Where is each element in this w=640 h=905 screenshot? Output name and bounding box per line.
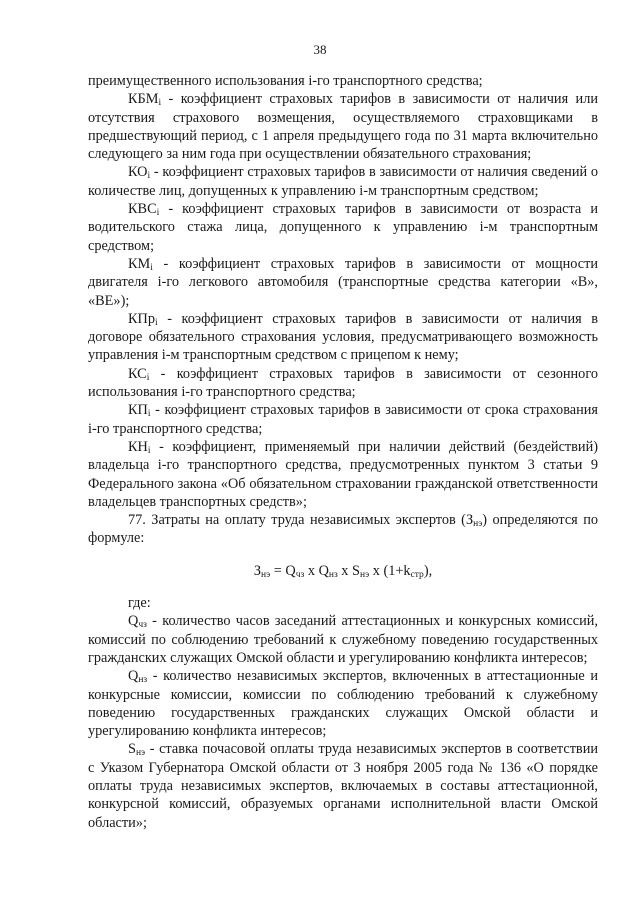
definition-text: - коэффициент страховых тарифов в зависимости от сезонного использования i-го транспортного средства; bbox=[88, 365, 598, 401]
definition-text: - количество независимых экспертов, включенных в аттестационные и конкурсные комиссии, комиссии по соблюдению требований к служебному поведению государственных гражданских служащих Омской области и урегулированию конфликта интересов; bbox=[88, 668, 598, 740]
definition-ks bbox=[88, 365, 598, 402]
definition-text: - коэффициент страховых тарифов в зависимости от возраста и водительского стажа лица, допущенного к управлению i-м транспортным средством; bbox=[88, 201, 598, 254]
symbol: КПр bbox=[128, 310, 156, 327]
paragraph-text: преимущественного использования i-го транспортного средства; bbox=[88, 73, 483, 89]
formula-subscript: чз bbox=[295, 569, 305, 580]
definition-ko bbox=[88, 163, 598, 200]
item-text: ) определяются по формуле: bbox=[88, 512, 598, 547]
symbol: КВС bbox=[128, 201, 157, 218]
page-number: 38 bbox=[313, 42, 327, 57]
definition-text: - коэффициент страховых тарифов в зависимости от мощности двигателя i-го легкового автомобиля (транспортные средства категории «В», «ВЕ»); bbox=[88, 255, 598, 309]
definition-sne bbox=[88, 740, 598, 831]
symbol-subscript: чз bbox=[138, 620, 147, 631]
document-body bbox=[88, 72, 598, 832]
definition-text: - коэффициент страховых тарифов в зависимости от наличия или отсутствия страхового возмещения, осуществляемого страховщиками в предшествующий период, с 1 апреля предыдущего года по 31 марта включительно следующего за ним года при осуществлении обязательного страхования; bbox=[88, 91, 598, 163]
symbol-subscript: i bbox=[147, 171, 151, 182]
where-label bbox=[88, 594, 598, 612]
symbol-subscript: i bbox=[158, 98, 162, 109]
symbol: Q bbox=[128, 668, 139, 685]
symbol: КН bbox=[128, 438, 148, 455]
definition-kn bbox=[88, 438, 598, 511]
symbol: Q bbox=[128, 613, 139, 630]
definition-kp bbox=[88, 401, 598, 438]
symbol-subscript: i bbox=[146, 372, 150, 383]
definition-text: - коэффициент страховых тарифов в зависимости от наличия в договоре обязательного страхования условия, предусматривающего возможность управления i-м транспортным средством с прицепом к нему; bbox=[88, 310, 598, 364]
symbol: КС bbox=[128, 365, 147, 382]
symbol: КБМ bbox=[128, 91, 159, 108]
symbol: S bbox=[128, 741, 136, 758]
formula-subscript: стр bbox=[410, 569, 424, 580]
definition-text: - коэффициент, применяемый при наличии действий (бездействий) владельца i-го транспортного средства, предусмотренных пунктом 3 статьи 9 Федерального закона «Об обязательном страховании гражданской ответственности владельцев транспортных средств»; bbox=[88, 438, 598, 510]
definition-kvs bbox=[88, 200, 598, 255]
symbol: КО bbox=[128, 164, 148, 181]
symbol-subscript: нз bbox=[138, 675, 148, 686]
formula-part: З bbox=[253, 562, 262, 579]
formula-part: = Q bbox=[270, 562, 296, 579]
symbol-subscript: нэ bbox=[135, 748, 146, 759]
symbol-subscript: i bbox=[156, 208, 160, 219]
symbol-subscript: i bbox=[150, 262, 153, 273]
definition-kbm bbox=[88, 90, 598, 163]
formula-part: x Q bbox=[304, 562, 329, 579]
item-77 bbox=[88, 511, 598, 548]
symbol: КП bbox=[128, 402, 148, 419]
definition-km bbox=[88, 255, 598, 310]
formula-subscript: нэ bbox=[359, 569, 370, 580]
definition-kpr bbox=[88, 310, 598, 365]
formula-part: ), bbox=[423, 562, 433, 579]
definition-qchz bbox=[88, 612, 598, 667]
symbol: КМ bbox=[128, 255, 151, 272]
symbol-subscript: нэ bbox=[473, 519, 483, 530]
definition-text: - коэффициент страховых тарифов в зависимости от срока страхования i-го транспортного средства; bbox=[88, 402, 598, 437]
symbol-subscript: i bbox=[147, 409, 151, 420]
formula-part: x (1+k bbox=[369, 562, 411, 579]
paragraph-continuation bbox=[88, 72, 598, 90]
formula-subscript: нэ bbox=[261, 569, 271, 580]
definition-text: - коэффициент страховых тарифов в зависимости от наличия сведений о количестве лиц, допущенных к управлению i-м транспортным средством; bbox=[88, 164, 598, 199]
definition-qnz bbox=[88, 667, 598, 740]
symbol-subscript: i bbox=[147, 445, 151, 456]
formula-part: x S bbox=[337, 562, 360, 579]
symbol-subscript: i bbox=[155, 317, 158, 328]
where-text: где: bbox=[128, 595, 151, 612]
formula bbox=[88, 562, 598, 580]
item-text: 77. Затраты на оплату труда независимых экспертов (З bbox=[128, 512, 474, 529]
definition-text: - ставка почасовой оплаты труда независимых экспертов в соответствии с Указом Губернатора Омской области от 3 ноября 2005 года № 136 «О порядке оплаты труда независимых экспертов, включаемых в составы аттестационной, конкурсной комиссий, образуемых органами исполнительной власти Омской области»; bbox=[88, 741, 598, 831]
definition-text: - количество часов заседаний аттестационных и конкурсных комиссий, комиссий по соблюдению требований к служебному поведению государственных гражданских служащих Омской области и урегулированию конфликта интересов; bbox=[88, 613, 598, 666]
formula-subscript: нз bbox=[328, 569, 338, 580]
